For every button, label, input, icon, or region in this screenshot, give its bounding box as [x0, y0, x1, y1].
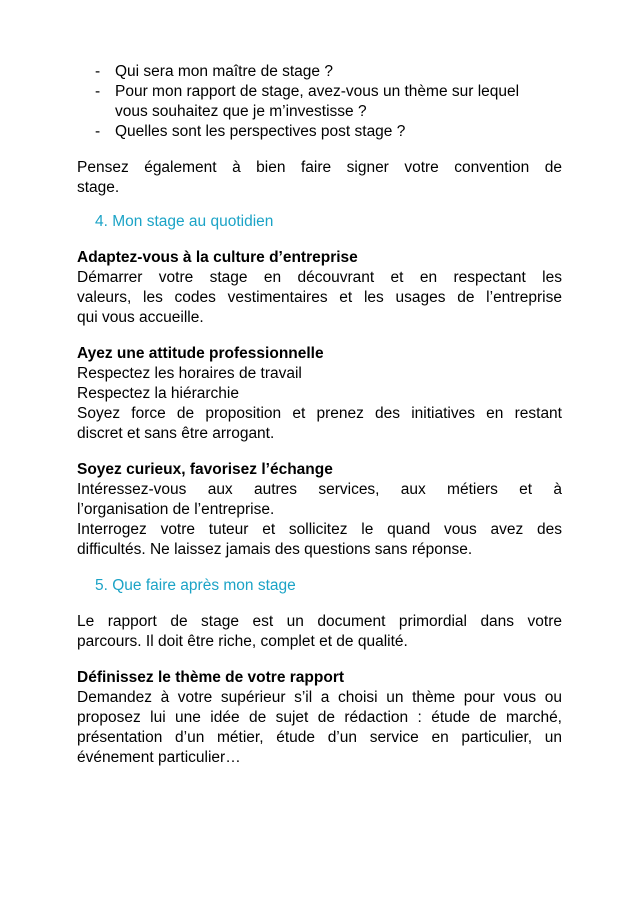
list-item	[77, 122, 562, 142]
list-item-text: Qui sera mon maître de stage ?	[115, 63, 333, 80]
dash-bullet: -	[95, 63, 101, 80]
section-heading-4: 4. Mon stage au quotidien	[95, 213, 274, 230]
subheading-attitude: Ayez une attitude professionnelle	[77, 345, 324, 362]
curiosity-block	[77, 460, 562, 560]
section-heading-5: 5. Que faire après mon stage	[95, 577, 296, 594]
attitude-block	[77, 344, 562, 444]
paragraph-line: événement particulier…	[77, 749, 241, 766]
paragraph-line: Pensez également à bien faire signer votre convention de	[77, 159, 562, 176]
culture-block	[77, 248, 562, 328]
paragraph-line: Respectez la hiérarchie	[77, 385, 239, 402]
paragraph-line: discret et sans être arrogant.	[77, 425, 275, 442]
questions-list	[77, 62, 562, 142]
subheading-culture: Adaptez-vous à la culture d’entreprise	[77, 249, 358, 266]
subheading-curiosity: Soyez curieux, favorisez l’échange	[77, 461, 333, 478]
paragraph-line: Démarrer votre stage en découvrant et en respectant les	[77, 269, 562, 286]
dash-bullet: -	[95, 123, 101, 140]
paragraph-line: valeurs, les codes vestimentaires et les usages de l’entreprise	[77, 289, 562, 306]
document-page	[77, 62, 562, 768]
convention-paragraph	[77, 158, 562, 198]
list-item	[77, 62, 562, 82]
paragraph-line: Le rapport de stage est un document primordial dans votre	[77, 613, 562, 630]
paragraph-line: Demandez à votre supérieur s’il a choisi un thème pour vous ou	[77, 689, 562, 706]
list-item-continuation	[77, 102, 562, 122]
theme-block	[77, 668, 562, 768]
paragraph-line: Interrogez votre tuteur et sollicitez le quand vous avez des	[77, 521, 562, 538]
report-intro-paragraph	[77, 612, 562, 652]
subheading-theme: Définissez le thème de votre rapport	[77, 669, 345, 686]
paragraph-line: stage.	[77, 179, 120, 196]
paragraph-line: difficultés. Ne laissez jamais des questions sans réponse.	[77, 541, 473, 558]
list-item-text: vous souhaitez que je m’investisse ?	[115, 103, 367, 120]
list-item	[77, 82, 562, 102]
paragraph-line: présentation d’un métier, étude d’un service en particulier, un	[77, 729, 562, 746]
list-item-text: Pour mon rapport de stage, avez-vous un thème sur lequel	[115, 83, 520, 100]
paragraph-line: l’organisation de l’entreprise.	[77, 501, 275, 518]
paragraph-line: Soyez force de proposition et prenez des initiatives en restant	[77, 405, 562, 422]
paragraph-line: proposez lui une idée de sujet de rédaction : étude de marché,	[77, 709, 562, 726]
paragraph-line: Intéressez-vous aux autres services, aux métiers et à	[77, 481, 562, 498]
list-item-text: Quelles sont les perspectives post stage ?	[115, 123, 406, 140]
dash-bullet: -	[95, 83, 101, 100]
paragraph-line: parcours. Il doit être riche, complet et de qualité.	[77, 633, 408, 650]
paragraph-line: qui vous accueille.	[77, 309, 204, 326]
paragraph-line: Respectez les horaires de travail	[77, 365, 302, 382]
